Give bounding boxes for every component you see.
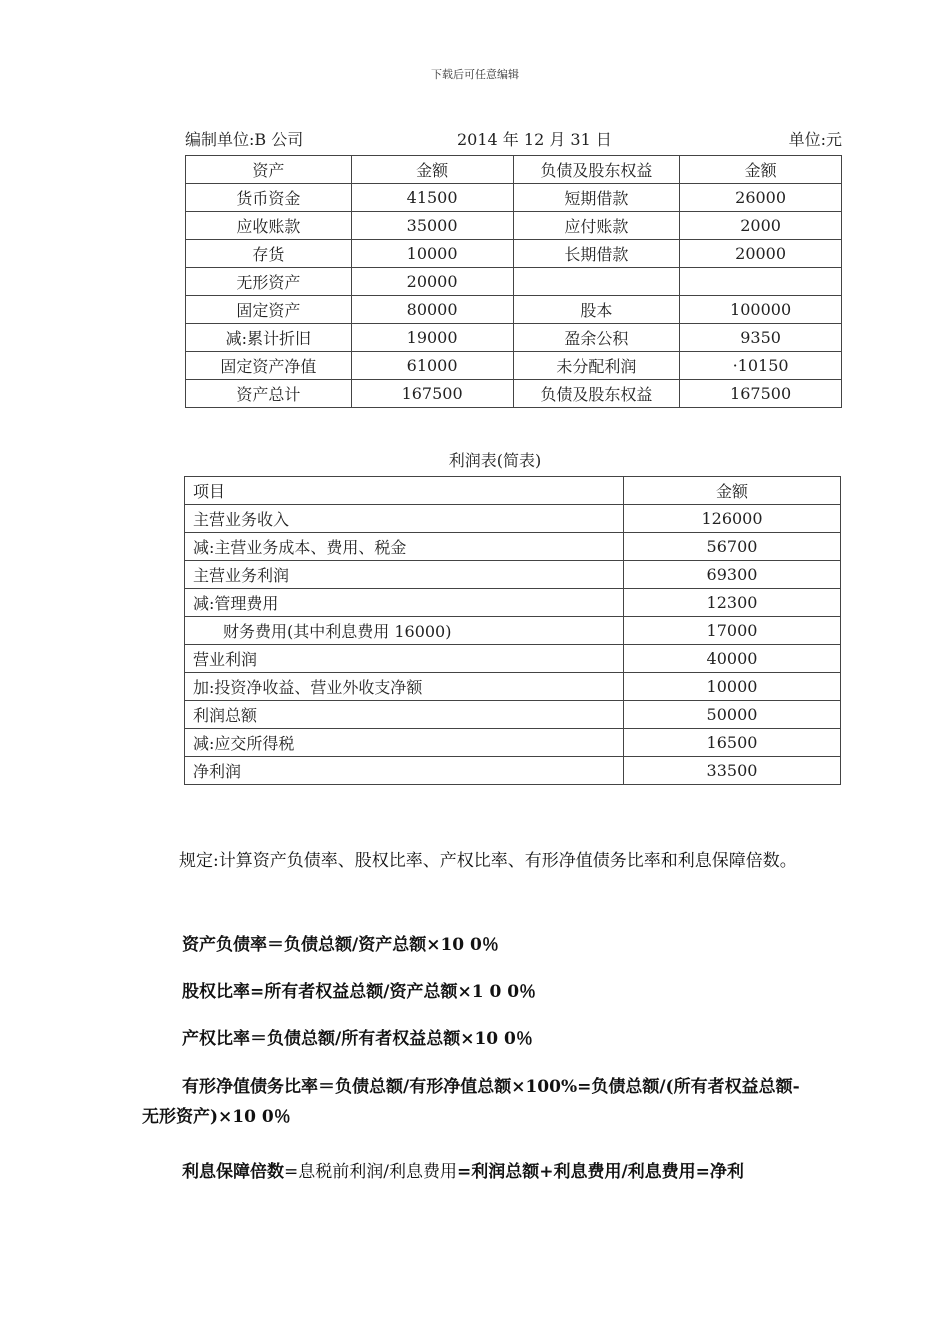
- income-statement-row: [185, 561, 841, 589]
- balance-sheet-cell: 19000: [351, 324, 513, 352]
- income-statement-amount-cell: 69300: [624, 561, 841, 589]
- requirement-paragraph: 规定:计算资产负债率、股权比率、产权比率、有形净值债务比率和利息保障倍数。: [179, 851, 797, 871]
- balance-sheet-cell: 2000: [680, 212, 842, 240]
- balance-sheet-cell: 负债及股东权益: [513, 380, 680, 408]
- balance-sheet-cell: 股本: [513, 296, 680, 324]
- income-statement-row: [185, 701, 841, 729]
- income-statement-row: [185, 757, 841, 785]
- formula-property-ratio: 产权比率＝负债总额/所有者权益总额×10 0％: [182, 1029, 533, 1049]
- balance-sheet-cell: 100000: [680, 296, 842, 324]
- balance-sheet-header-cell: 资产: [186, 156, 352, 184]
- balance-sheet-cell: 41500: [351, 184, 513, 212]
- income-statement-item-cell: 减:主营业务成本、费用、税金: [185, 533, 624, 561]
- currency-unit-label: 单位:元: [788, 130, 842, 149]
- income-statement-amount-cell: 12300: [624, 589, 841, 617]
- balance-sheet-cell: 资产总计: [186, 380, 352, 408]
- balance-sheet-cell: 应收账款: [186, 212, 352, 240]
- income-statement-item-cell: 主营业务收入: [185, 505, 624, 533]
- income-statement-row: [185, 729, 841, 757]
- income-statement-row: [185, 505, 841, 533]
- company-unit-label: 编制单位:B 公司: [185, 130, 304, 149]
- income-statement-item-cell: 减:管理费用: [185, 589, 624, 617]
- balance-sheet-header-cell: 负债及股东权益: [513, 156, 680, 184]
- balance-sheet-row: [186, 324, 842, 352]
- balance-sheet-row: [186, 212, 842, 240]
- balance-sheet-cell: 61000: [351, 352, 513, 380]
- income-statement-row: [185, 617, 841, 645]
- balance-sheet-cell: 80000: [351, 296, 513, 324]
- income-statement-item-cell: 财务费用(其中利息费用 16000): [185, 617, 624, 645]
- balance-sheet-cell: 20000: [351, 268, 513, 296]
- income-statement-amount-cell: 40000: [624, 645, 841, 673]
- income-statement-table: [184, 476, 841, 785]
- balance-sheet-cell: 货币资金: [186, 184, 352, 212]
- income-statement-item-cell: 营业利润: [185, 645, 624, 673]
- income-statement-row: [185, 645, 841, 673]
- income-statement-header-row: [185, 477, 841, 505]
- income-statement-header-cell: 金额: [624, 477, 841, 505]
- balance-sheet-cell: 无形资产: [186, 268, 352, 296]
- formula-tangible-net-worth-debt-ratio: 有形净值债务比率＝负债总额/有形净值总额×100%=负债总额/(所有者权益总额-无形资产)×10 0％: [142, 1077, 800, 1127]
- formula-interest-coverage: [142, 1157, 814, 1187]
- income-statement-title: 利润表(简表): [448, 451, 542, 470]
- income-statement-row: [185, 589, 841, 617]
- balance-sheet-cell: 167500: [351, 380, 513, 408]
- balance-sheet-cell: 35000: [351, 212, 513, 240]
- report-date: 2014 年 12 月 31 日: [457, 130, 612, 149]
- income-statement-row: [185, 533, 841, 561]
- formula-debt-ratio: 资产负债率＝负债总额/资产总额×10 0％: [182, 935, 499, 955]
- income-statement-item-cell: 利润总额: [185, 701, 624, 729]
- balance-sheet-cell: 应付账款: [513, 212, 680, 240]
- income-statement-amount-cell: 33500: [624, 757, 841, 785]
- balance-sheet-cell: 盈余公积: [513, 324, 680, 352]
- balance-sheet-row: [186, 352, 842, 380]
- balance-sheet-cell: 9350: [680, 324, 842, 352]
- income-statement-item-cell: 主营业务利润: [185, 561, 624, 589]
- balance-sheet-header-cell: 金额: [351, 156, 513, 184]
- balance-sheet-cell: [680, 268, 842, 296]
- balance-sheet-cell: [513, 268, 680, 296]
- formula-interest-coverage-mid: =息税前利润/利息费用: [284, 1162, 457, 1182]
- balance-sheet-row: [186, 296, 842, 324]
- balance-sheet-caption: [185, 127, 842, 149]
- formula-interest-coverage-label: 利息保障倍数: [182, 1162, 284, 1182]
- income-statement-amount-cell: 56700: [624, 533, 841, 561]
- balance-sheet-cell: ·10150: [680, 352, 842, 380]
- balance-sheet-cell: 167500: [680, 380, 842, 408]
- balance-sheet-cell: 减:累计折旧: [186, 324, 352, 352]
- income-statement-row: [185, 673, 841, 701]
- income-statement-header-cell: 项目: [185, 477, 624, 505]
- balance-sheet-row: [186, 380, 842, 408]
- balance-sheet-cell: 未分配利润: [513, 352, 680, 380]
- income-statement-amount-cell: 17000: [624, 617, 841, 645]
- balance-sheet-row: [186, 268, 842, 296]
- balance-sheet-cell: 10000: [351, 240, 513, 268]
- header-note: 下载后可任意编辑: [431, 68, 519, 81]
- income-statement-amount-cell: 16500: [624, 729, 841, 757]
- formula-interest-coverage-tail: =利润总额+利息费用/利息费用=净利: [456, 1162, 744, 1182]
- balance-sheet-row: [186, 184, 842, 212]
- income-statement-amount-cell: 126000: [624, 505, 841, 533]
- balance-sheet-header-row: [186, 156, 842, 184]
- income-statement-amount-cell: 10000: [624, 673, 841, 701]
- balance-sheet-cell: 固定资产: [186, 296, 352, 324]
- income-statement-amount-cell: 50000: [624, 701, 841, 729]
- balance-sheet-header-cell: 金额: [680, 156, 842, 184]
- balance-sheet-table: [185, 155, 842, 408]
- balance-sheet-row: [186, 240, 842, 268]
- income-statement-item-cell: 加:投资净收益、营业外收支净额: [185, 673, 624, 701]
- balance-sheet-cell: 固定资产净值: [186, 352, 352, 380]
- income-statement-item-cell: 减:应交所得税: [185, 729, 624, 757]
- income-statement-item-cell: 净利润: [185, 757, 624, 785]
- formula-equity-ratio: 股权比率=所有者权益总额/资产总额×1 0 0％: [182, 982, 537, 1002]
- balance-sheet-cell: 长期借款: [513, 240, 680, 268]
- balance-sheet-cell: 26000: [680, 184, 842, 212]
- balance-sheet-cell: 存货: [186, 240, 352, 268]
- balance-sheet-cell: 20000: [680, 240, 842, 268]
- balance-sheet-cell: 短期借款: [513, 184, 680, 212]
